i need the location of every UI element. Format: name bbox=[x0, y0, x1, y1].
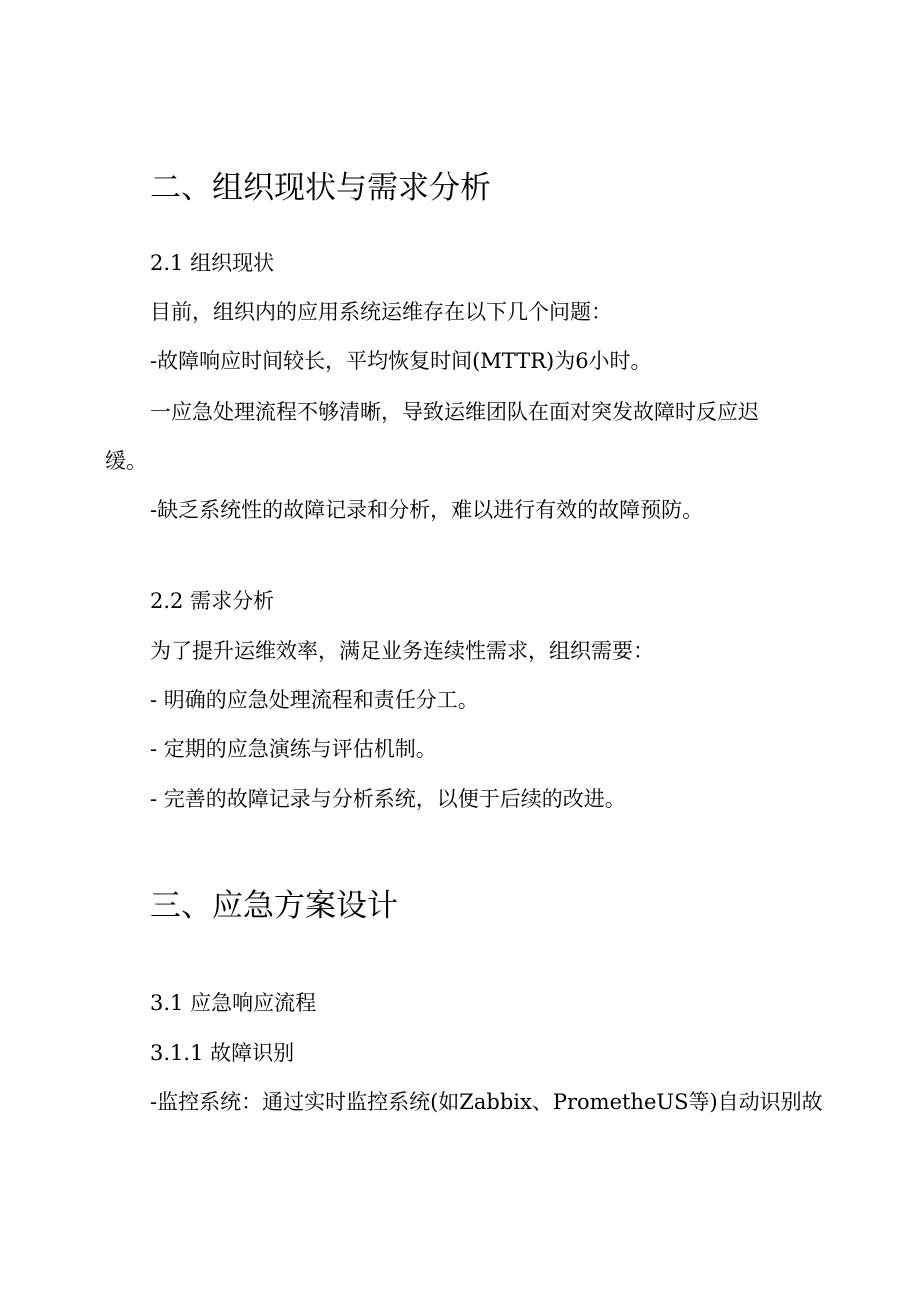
subsection-2-1-title: 2.1 组织现状 bbox=[150, 251, 275, 275]
section-2-heading: 二、组织现状与需求分析 bbox=[150, 170, 491, 206]
paragraph-2-1-intro: 目前，组织内的应用系统运维存在以下几个问题： bbox=[150, 300, 612, 324]
list-item-3-1-1-1: -监控系统：通过实时监控系统(如Zabbix、PrometheUS等)自动识别故 bbox=[150, 1090, 823, 1114]
list-item-2-1-1: -故障响应时间较长，平均恢复时间(MTTR)为6小时。 bbox=[150, 349, 652, 373]
section-3-heading: 三、应急方案设计 bbox=[150, 888, 398, 924]
list-item-2-2-2: - 定期的应急演练与评估机制。 bbox=[150, 737, 437, 761]
list-item-2-1-3: -缺乏系统性的故障记录和分析，难以进行有效的故障预防。 bbox=[150, 498, 704, 522]
subsection-3-1-title: 3.1 应急响应流程 bbox=[150, 991, 317, 1015]
subsection-2-2-title: 2.2 需求分析 bbox=[150, 589, 275, 613]
list-item-2-2-1: - 明确的应急处理流程和责任分工。 bbox=[150, 688, 479, 712]
list-item-2-1-2-line1: 一应急处理流程不够清晰，导致运维团队在面对突发故障时反应迟 bbox=[150, 400, 759, 424]
subsubsection-3-1-1-title: 3.1.1 故障识别 bbox=[150, 1041, 295, 1065]
paragraph-2-2-intro: 为了提升运维效率，满足业务连续性需求，组织需要： bbox=[150, 639, 654, 663]
list-item-2-2-3: - 完善的故障记录与分析系统，以便于后续的改进。 bbox=[150, 787, 626, 811]
list-item-2-1-2-line2: 缓。 bbox=[105, 449, 147, 473]
